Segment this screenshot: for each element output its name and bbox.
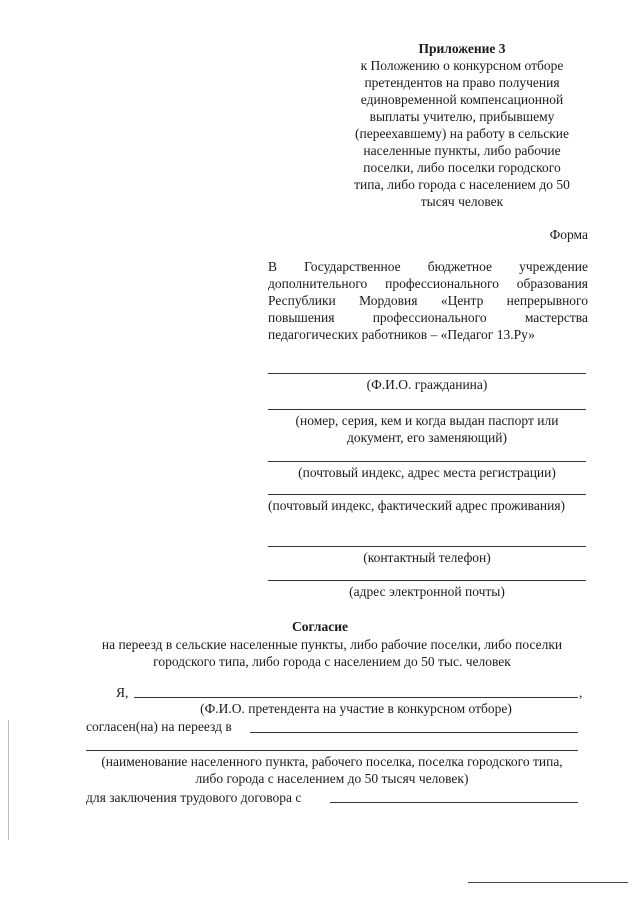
addressee-block: В Государственное бюджетное учреждение дополнительного профессионального образования Республики Мордовия «Центр непрерывного повышения профессионального мастерства педагогических работников – «Педагог 13.Ру» [268, 259, 588, 342]
passport-caption: (номер, серия, кем и когда выдан паспорт или документ, его заменяющий) [295, 413, 559, 445]
appendix-line: населенные пункты, либо рабочие [363, 143, 561, 158]
phone-line [268, 546, 586, 547]
fact-address-line [268, 494, 586, 495]
contract-label: для заключения трудового договора с [86, 790, 302, 805]
appendix-title: Приложение 3 [418, 41, 506, 56]
destination-line[interactable] [250, 732, 578, 733]
applicant-fio-line[interactable] [134, 697, 578, 698]
appendix-header [340, 40, 584, 210]
consent-subtitle: на переезд в сельские населенные пункты, либо рабочие поселки, либо поселки городского типа, либо города с населением до 50 тыс. человек [101, 637, 563, 669]
destination-line-2[interactable] [86, 750, 578, 751]
fio-line [268, 373, 586, 374]
appendix-line: претендентов на право получения [364, 75, 560, 90]
appendix-line: выплаты учителю, прибывшему [369, 109, 555, 124]
agree-label: согласен(на) на переезд в [86, 719, 232, 734]
phone-caption: (контактный телефон) [363, 550, 491, 565]
email-field[interactable] [268, 580, 586, 600]
scan-margin-line [8, 720, 9, 840]
reg-address-field[interactable] [268, 461, 586, 481]
scan-bottom-line [468, 882, 628, 883]
appendix-line: единовременной компенсационной [360, 92, 564, 107]
fio-field[interactable] [268, 373, 586, 393]
appendix-line: тысяч человек [420, 194, 504, 209]
fio-caption: (Ф.И.О. гражданина) [366, 377, 488, 392]
reg-address-caption: (почтовый индекс, адрес места регистрации) [298, 465, 556, 480]
ya-label: Я, [116, 685, 129, 700]
email-caption: (адрес электронной почты) [349, 584, 505, 599]
phone-field[interactable] [268, 546, 586, 566]
comma-mark: , [579, 685, 583, 700]
fact-address-caption: (почтовый индекс, фактический адрес проживания) [268, 498, 566, 513]
fact-address-field[interactable] [268, 494, 586, 514]
form-label: Форма [549, 227, 588, 242]
appendix-line: (переехавшему) на работу в сельские [355, 126, 569, 141]
email-line [268, 580, 586, 581]
employer-line[interactable] [330, 802, 578, 803]
consent-title: Согласие [291, 619, 349, 634]
passport-line [268, 409, 586, 410]
appendix-line: типа, либо города с населением до 50 [354, 177, 570, 192]
appendix-line: к Положению о конкурсном отборе [360, 58, 564, 73]
applicant-fio-caption: (Ф.И.О. претендента на участие в конкурсном отборе) [200, 701, 512, 716]
reg-address-line [268, 461, 586, 462]
passport-field[interactable] [268, 409, 586, 446]
locality-caption: (наименование населенного пункта, рабочего поселка, поселка городского типа, либо города с населением до 50 тысяч человек) [101, 754, 563, 786]
appendix-line: поселки, либо поселки городского [363, 160, 561, 175]
